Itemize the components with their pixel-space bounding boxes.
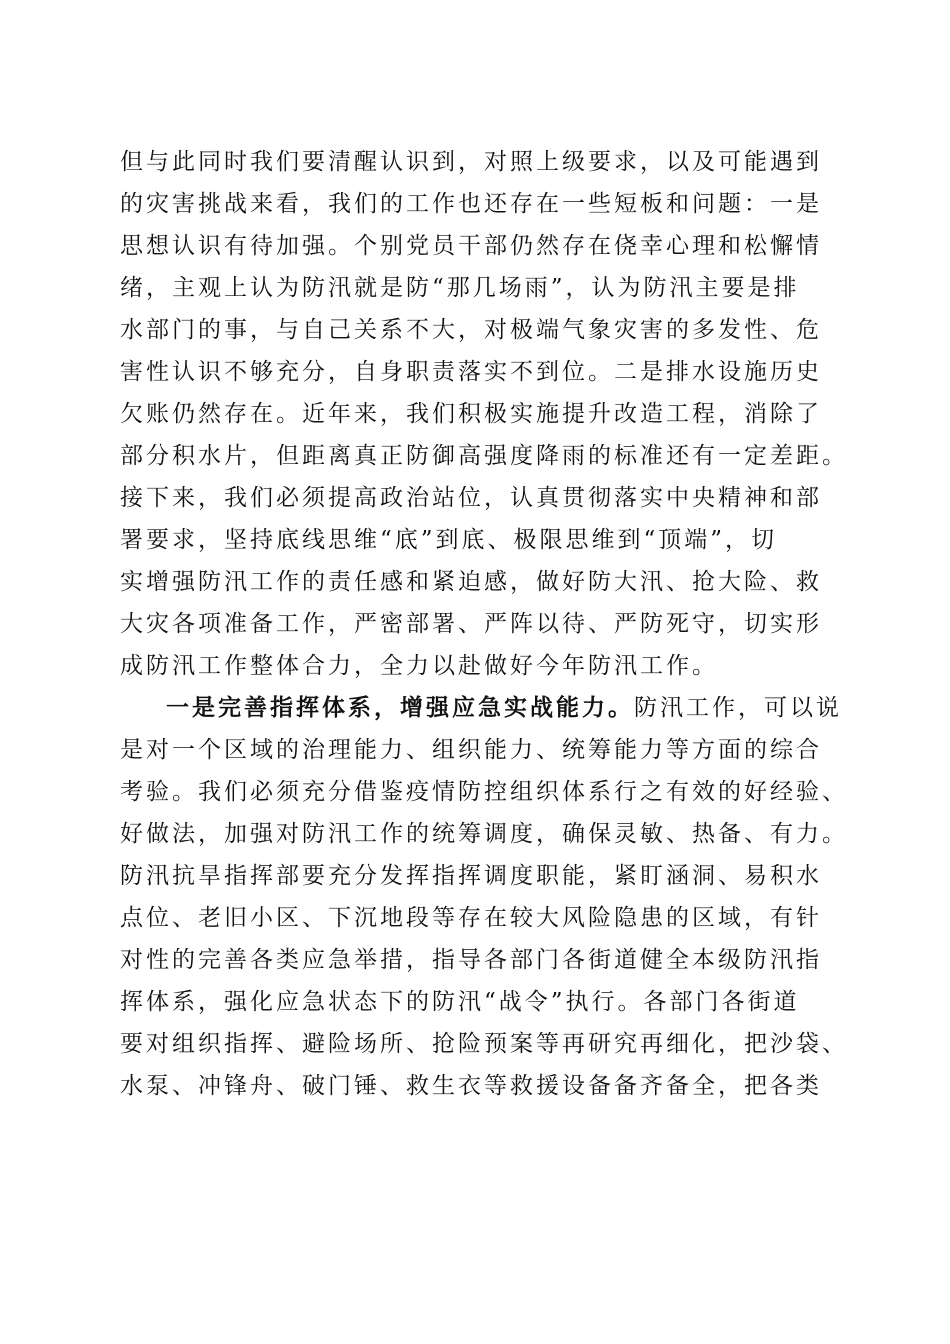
text-line: 思想认识有待加强。个别党员干部仍然存在侥幸心理和松懈情 [120, 233, 822, 259]
text-line: 水部门的事，与自己关系不大，对极端气象灾害的多发性、危 [120, 317, 822, 343]
text-line: 但与此同时我们要清醒认识到，对照上级要求，以及可能遇到 [120, 149, 822, 175]
text-line: 好做法，加强对防汛工作的统筹调度，确保灵敏、热备、有力。 [120, 821, 848, 847]
section-first-line [120, 687, 840, 729]
section-first-line-text: 防汛工作，可以说 [634, 695, 842, 721]
text-line: 害性认识不够充分，自身职责落实不到位。二是排水设施历史 [120, 359, 822, 385]
text-line: 防汛抗旱指挥部要充分发挥指挥调度职能，紧盯涵洞、易积水 [120, 863, 822, 889]
text-line: 部分积水片，但距离真正防御高强度降雨的标准还有一定差距。 [120, 443, 848, 469]
section-heading: 一是完善指挥体系，增强应急实战能力。 [166, 694, 634, 721]
text-line: 对性的完善各类应急举措，指导各部门各街道健全本级防汛指 [120, 947, 822, 973]
document-body [120, 141, 848, 1107]
text-line: 接下来，我们必须提高政治站位，认真贯彻落实中央精神和部 [120, 485, 822, 511]
text-line: 挥体系，强化应急状态下的防汛“战令”执行。各部门各街道 [120, 989, 800, 1015]
text-line: 绪，主观上认为防汛就是防“那几场雨”，认为防汛主要是排 [120, 275, 800, 301]
text-line: 考验。我们必须充分借鉴疫情防控组织体系行之有效的好经验、 [120, 779, 848, 805]
text-line: 成防汛工作整体合力，全力以赴做好今年防汛工作。 [120, 653, 718, 679]
text-line: 要对组织指挥、避险场所、抢险预案等再研究再细化，把沙袋、 [120, 1031, 848, 1057]
text-line: 点位、老旧小区、下沉地段等存在较大风险隐患的区域，有针 [120, 905, 822, 931]
text-line: 大灾各项准备工作，严密部署、严阵以待、严防死守，切实形 [120, 611, 822, 637]
text-line: 欠账仍然存在。近年来，我们积极实施提升改造工程，消除了 [120, 401, 822, 427]
text-line: 是对一个区域的治理能力、组织能力、统筹能力等方面的综合 [120, 737, 822, 763]
text-line: 的灾害挑战来看，我们的工作也还存在一些短板和问题：一是 [120, 191, 822, 217]
text-line: 署要求，坚持底线思维“底”到底、极限思维到“顶端”，切 [120, 527, 778, 553]
text-line: 实增强防汛工作的责任感和紧迫感，做好防大汛、抢大险、救 [120, 569, 822, 595]
text-line: 水泵、冲锋舟、破门锤、救生衣等救援设备备齐备全，把各类 [120, 1073, 822, 1099]
